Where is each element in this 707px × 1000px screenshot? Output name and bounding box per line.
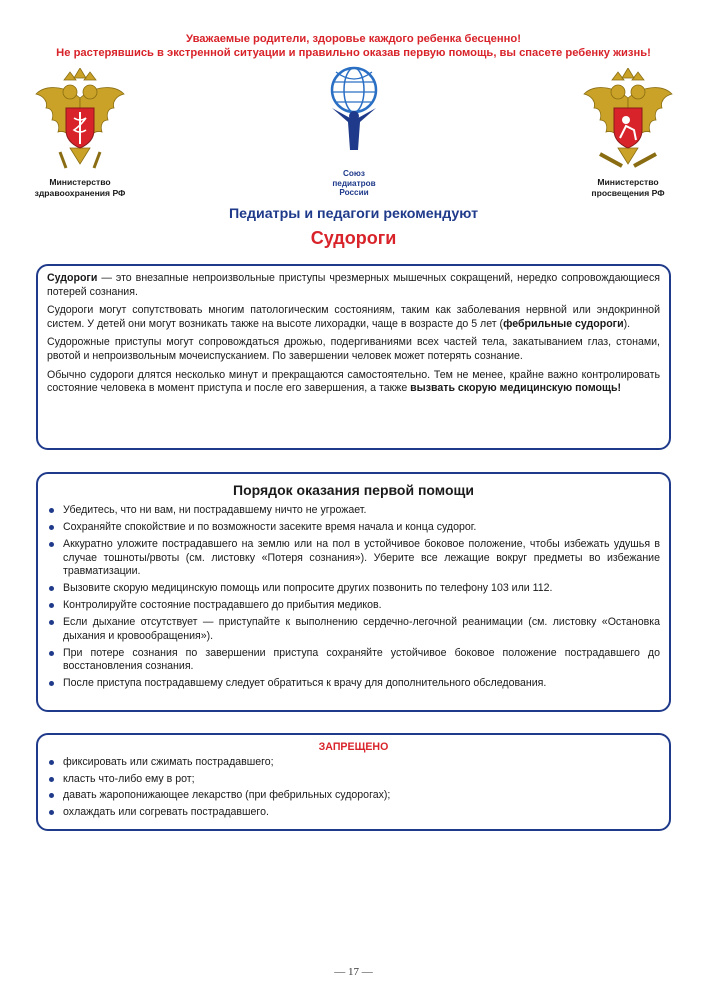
logo-center-caption-2: педиатров [332, 178, 376, 188]
intro-box [36, 264, 671, 450]
intro-paragraph-3: Судорожные приступы могут сопровождаться дрожью, подергиваниями всех частей тела, закатыванием глаз, стонами, рвотой и непроизвольным мочеиспусканием. По завершении человек может потерять сознание. [47, 336, 660, 362]
list-item-text: Аккуратно уложите пострадавшего на землю или на пол в устойчивое боковое положение, чтобы избежать удушья в случае тошноты/рвоты (см. листовку «Потеря сознания»). Уберите все лежащие вокруг предметы во избежание травматизации. [63, 537, 660, 578]
list-item [47, 773, 660, 787]
intro-p2-text: Судороги могут сопутствовать многим патологическим состояниям, таким как заболевания нервной или эндокринной систем. У детей они могут возникать также на высоте лихорадки, чаще в возрасте до 5 лет ( [47, 304, 660, 330]
list-item [47, 616, 660, 643]
bullet-icon [49, 810, 54, 815]
list-item-text: При потере сознания по завершении приступа сохраняйте устойчивое боковое положение пострадавшего до восстановления сознания. [63, 646, 660, 673]
bullet-icon [49, 651, 54, 656]
list-item-text: После приступа пострадавшему следует обратиться к врачу для дополнительного обследования. [63, 677, 547, 690]
bullet-icon [49, 542, 54, 547]
term-febrile-seizures: фебрильные судороги [503, 317, 624, 330]
list-item [47, 789, 660, 803]
bullet-icon [49, 793, 54, 798]
list-item-text: давать жаропонижающее лекарство (при фебрильных судорогах); [63, 789, 391, 802]
list-item-text: охлаждать или согревать пострадавшего. [63, 805, 269, 818]
list-item [47, 599, 660, 613]
header-line-1: Уважаемые родители, здоровье каждого ребенка бесценно! [186, 33, 521, 45]
term-seizures: Судороги [47, 272, 98, 284]
list-item [47, 582, 660, 596]
first-aid-title: Порядок оказания первой помощи [233, 482, 474, 498]
list-item [47, 806, 660, 820]
page-title: Судороги [310, 228, 397, 248]
intro-p1-text: — это внезапные непроизвольные приступы чрезмерных мышечных сокращений, нередко сопровождающиеся потерей сознания. [47, 272, 660, 298]
intro-p4-text: Обычно судороги длятся несколько минут и прекращаются самостоятельно. Тем не менее, крайне важно контролировать состояние человека в момент приступа и после его завершения, а также [47, 368, 660, 395]
intro-p2-end: ). [623, 317, 631, 330]
list-item [47, 504, 660, 518]
bullet-icon [49, 760, 54, 765]
intro-paragraph-2 [47, 304, 660, 331]
logo-left-caption-1: Министерство [49, 177, 111, 187]
list-item-text: фиксировать или сжимать пострадавшего; [63, 756, 274, 768]
forbidden-title: ЗАПРЕЩЕНО [318, 741, 389, 753]
list-item [47, 538, 660, 579]
list-item [47, 647, 660, 674]
first-aid-box [36, 472, 671, 712]
coat-of-arms-icon [30, 68, 130, 172]
forbidden-box [36, 733, 671, 831]
logo-left-caption-2: здравоохранения РФ [34, 187, 126, 198]
intro-paragraph-4 [47, 369, 660, 396]
forbidden-list [47, 756, 660, 819]
ministry-education-logo [578, 68, 678, 198]
list-item-text: Если дыхание отсутствует — приступайте к выполнению сердечно-легочной реанимации (см. листовку «Остановка дыхания и кровообращения»). [63, 616, 660, 642]
bullet-icon [49, 603, 54, 608]
call-ambulance-emphasis: вызвать скорую медицинскую помощь! [410, 382, 621, 395]
bullet-icon [49, 508, 54, 513]
bullet-icon [49, 777, 54, 782]
list-item-text: Контролируйте состояние пострадавшего до прибытия медиков. [63, 599, 382, 612]
first-aid-list [47, 504, 660, 691]
logo-center-caption-1: Союз [343, 169, 365, 178]
logo-center-caption-3: России [339, 188, 369, 198]
page-number: — 17 — [334, 966, 373, 978]
intro-paragraph-1 [47, 272, 660, 299]
list-item-text: класть что-либо ему в рот; [63, 772, 195, 785]
coat-of-arms-icon [578, 68, 678, 172]
header-line-2: Не растерявшись в экстренной ситуации и правильно оказав первую помощь, вы спасете ребенку жизнь! [56, 47, 651, 59]
bullet-icon [49, 525, 54, 530]
list-item-text: Сохраняйте спокойствие и по возможности засеките время начала и конца судорог. [63, 520, 477, 533]
union-pediatricians-logo [318, 60, 390, 198]
bullet-icon [49, 586, 54, 591]
bullet-icon [49, 620, 54, 625]
header-banner [0, 32, 707, 60]
page-subtitle: Педиатры и педагоги рекомендуют [228, 206, 479, 222]
logo-right-caption-1: Министерство [597, 177, 659, 187]
list-item-text: Вызовите скорую медицинскую помощь или попросите других позвонить по телефону 103 или 112. [63, 582, 553, 595]
list-item [47, 677, 660, 691]
list-item [47, 756, 660, 770]
list-item [47, 521, 660, 535]
bullet-icon [49, 681, 54, 686]
list-item-text: Убедитесь, что ни вам, ни пострадавшему ничто не угрожает. [63, 504, 367, 516]
globe-figure-icon [318, 60, 390, 164]
logo-right-caption-2: просвещения РФ [591, 187, 665, 198]
ministry-health-logo [30, 68, 130, 198]
